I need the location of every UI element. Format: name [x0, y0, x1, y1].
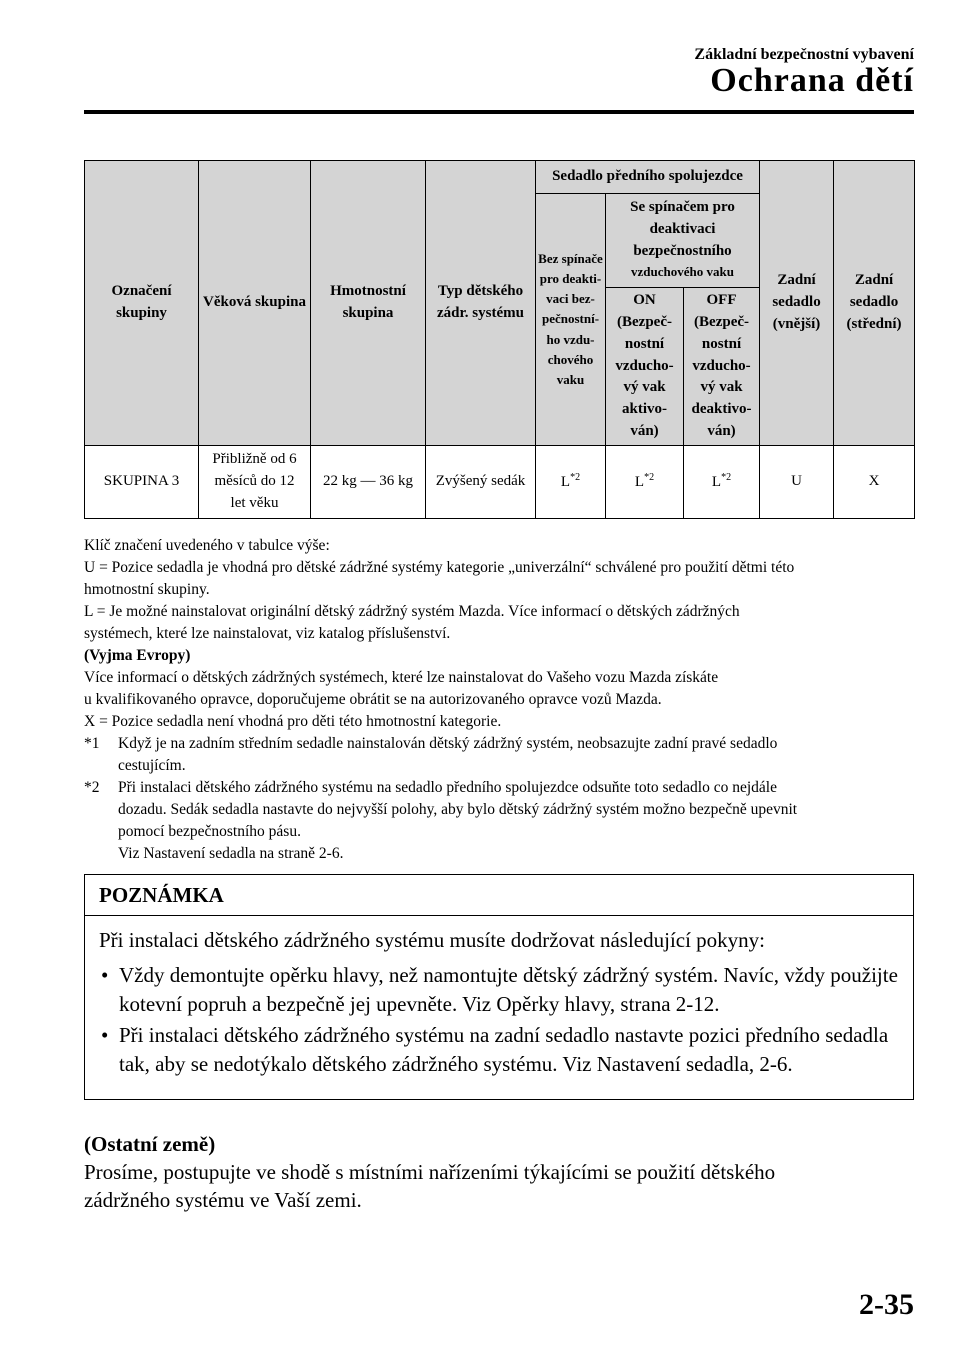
header-rule — [84, 110, 914, 114]
other-countries-title: (Ostatní země) — [84, 1132, 216, 1156]
section-title: Základní bezpečnostní vybavení — [694, 46, 914, 63]
cell-age: Přibližně od 6 měsíců do 12 let věku — [199, 446, 311, 519]
legend-intro: Klíč značení uvedeného v tabulce výše: — [84, 537, 330, 554]
cell-group: SKUPINA 3 — [85, 446, 199, 519]
note-list — [99, 961, 899, 1079]
col-header-age: Věková skupina — [199, 161, 311, 446]
col-header-weight: Hmotnostní skupina — [311, 161, 426, 446]
col-header-group: Označení skupiny — [85, 161, 199, 446]
list-item: • Při instalaci dětského zádržného systému na zadní sedadlo nastavte pozici předního sedadla tak, aby se nedotýkalo dětského zádržného systému. Viz Nastavení sedadla, 2-6. — [101, 1023, 889, 1076]
col-header-rear-center: Zadní sedadlo (střední) — [834, 161, 915, 446]
legend-x: X = Pozice sedadla není vhodná pro děti této hmotnostní kategorie. — [84, 713, 502, 730]
table-row — [85, 446, 915, 519]
bullet-icon: • — [101, 1023, 109, 1047]
legend-except: Více informací o dětských zádržných systémech, které lze nainstalovat do Vašeho vozu Mazda získáte u kvalifikovaného opravce, doporučujeme obrátit se na autorizovaného opravce vozů Mazda. — [84, 669, 719, 708]
legend-l: L = Je možné nainstalovat originální dětský zádržný systém Mazda. Více informací o dětských zádržných systémech, které lze nainstalovat, viz katalog příslušenství. — [84, 603, 740, 642]
cell-type: Zvýšený sedák — [426, 446, 536, 519]
legend-except-title: (Vyjma Evropy) — [84, 647, 191, 664]
child-seat-table — [84, 160, 915, 519]
other-countries-text: Prosíme, postupujte ve shodě s místními nařízeními týkajícími se použití dětského zádržného systému ve Vaší zemi. — [84, 1160, 776, 1212]
note-intro: Při instalaci dětského zádržného systému musíte dodržovat následující pokyny: — [99, 928, 766, 952]
other-countries — [84, 1130, 914, 1214]
cell-off: $L^{*2}$ — [684, 446, 760, 519]
cell-rear-center: X — [834, 446, 915, 519]
note-box — [84, 874, 914, 1100]
cell-weight: 22 kg ― 36 kg — [311, 446, 426, 519]
col-header-type: Typ dětského zádr. systému — [426, 161, 536, 446]
col-header-no-switch: Bez spínače pro deakti- vaci bez- pečnostní- ho vzdu- chového vaku — [536, 194, 606, 446]
note-body — [85, 916, 913, 1079]
legend-u: U = Pozice sedadla je vhodná pro dětské zádržné systémy kategorie „univerzální“ schválené pro použití dětmi této hmotnostní skupiny. — [84, 559, 795, 598]
footnote-2-cont: dozadu. Sedák sedadla nastavte do nejvyšší polohy, aby bylo dětský zádržný systém možno bezpečně upevnit pomocí bezpečnostního pásu. Viz Nastavení sedadla na straně 2-6. — [118, 801, 798, 862]
page-number: 2-35 — [859, 1288, 914, 1321]
footnote-1-cont: cestujícím. — [118, 757, 186, 774]
col-header-with-switch: Se spínačem pro deaktivaci bezpečnostního vzduchového vaku — [606, 194, 760, 288]
list-item: • Vždy demontujte opěrku hlavy, než namontujte dětský zádržný systém. Navíc, vždy použijte kotevní popruh a bezpečně jej upevněte. Viz Opěrky hlavy, strana 2-12. — [101, 963, 898, 1016]
col-header-off: OFF (Bezpeč- nostní vzducho- vý vak deaktivo- ván) — [684, 288, 760, 446]
table-legend — [84, 535, 914, 865]
footnote-2: *2 Při instalaci dětského zádržného systému na sedadlo předního spolujezdce odsuňte toto sedadlo co nejdále — [84, 779, 777, 796]
page-title: Ochrana dětí — [710, 62, 914, 99]
note-heading: POZNÁMKA — [85, 875, 913, 916]
cell-rear-outer: U — [760, 446, 834, 519]
col-header-rear-outer: Zadní sedadlo (vnější) — [760, 161, 834, 446]
col-header-on: ON (Bezpeč- nostní vzducho- vý vak aktivo- ván) — [606, 288, 684, 446]
cell-on: $L^{*2}$ — [606, 446, 684, 519]
col-header-front-passenger: Sedadlo předního spolujezdce — [536, 161, 760, 194]
footnote-1: *1 Když je na zadním středním sedadle nainstalován dětský zádržný systém, neobsazujte zadní pravé sedadlo — [84, 735, 778, 752]
bullet-icon: • — [101, 963, 109, 987]
cell-no-switch: $L^{*2}$ — [536, 446, 606, 519]
